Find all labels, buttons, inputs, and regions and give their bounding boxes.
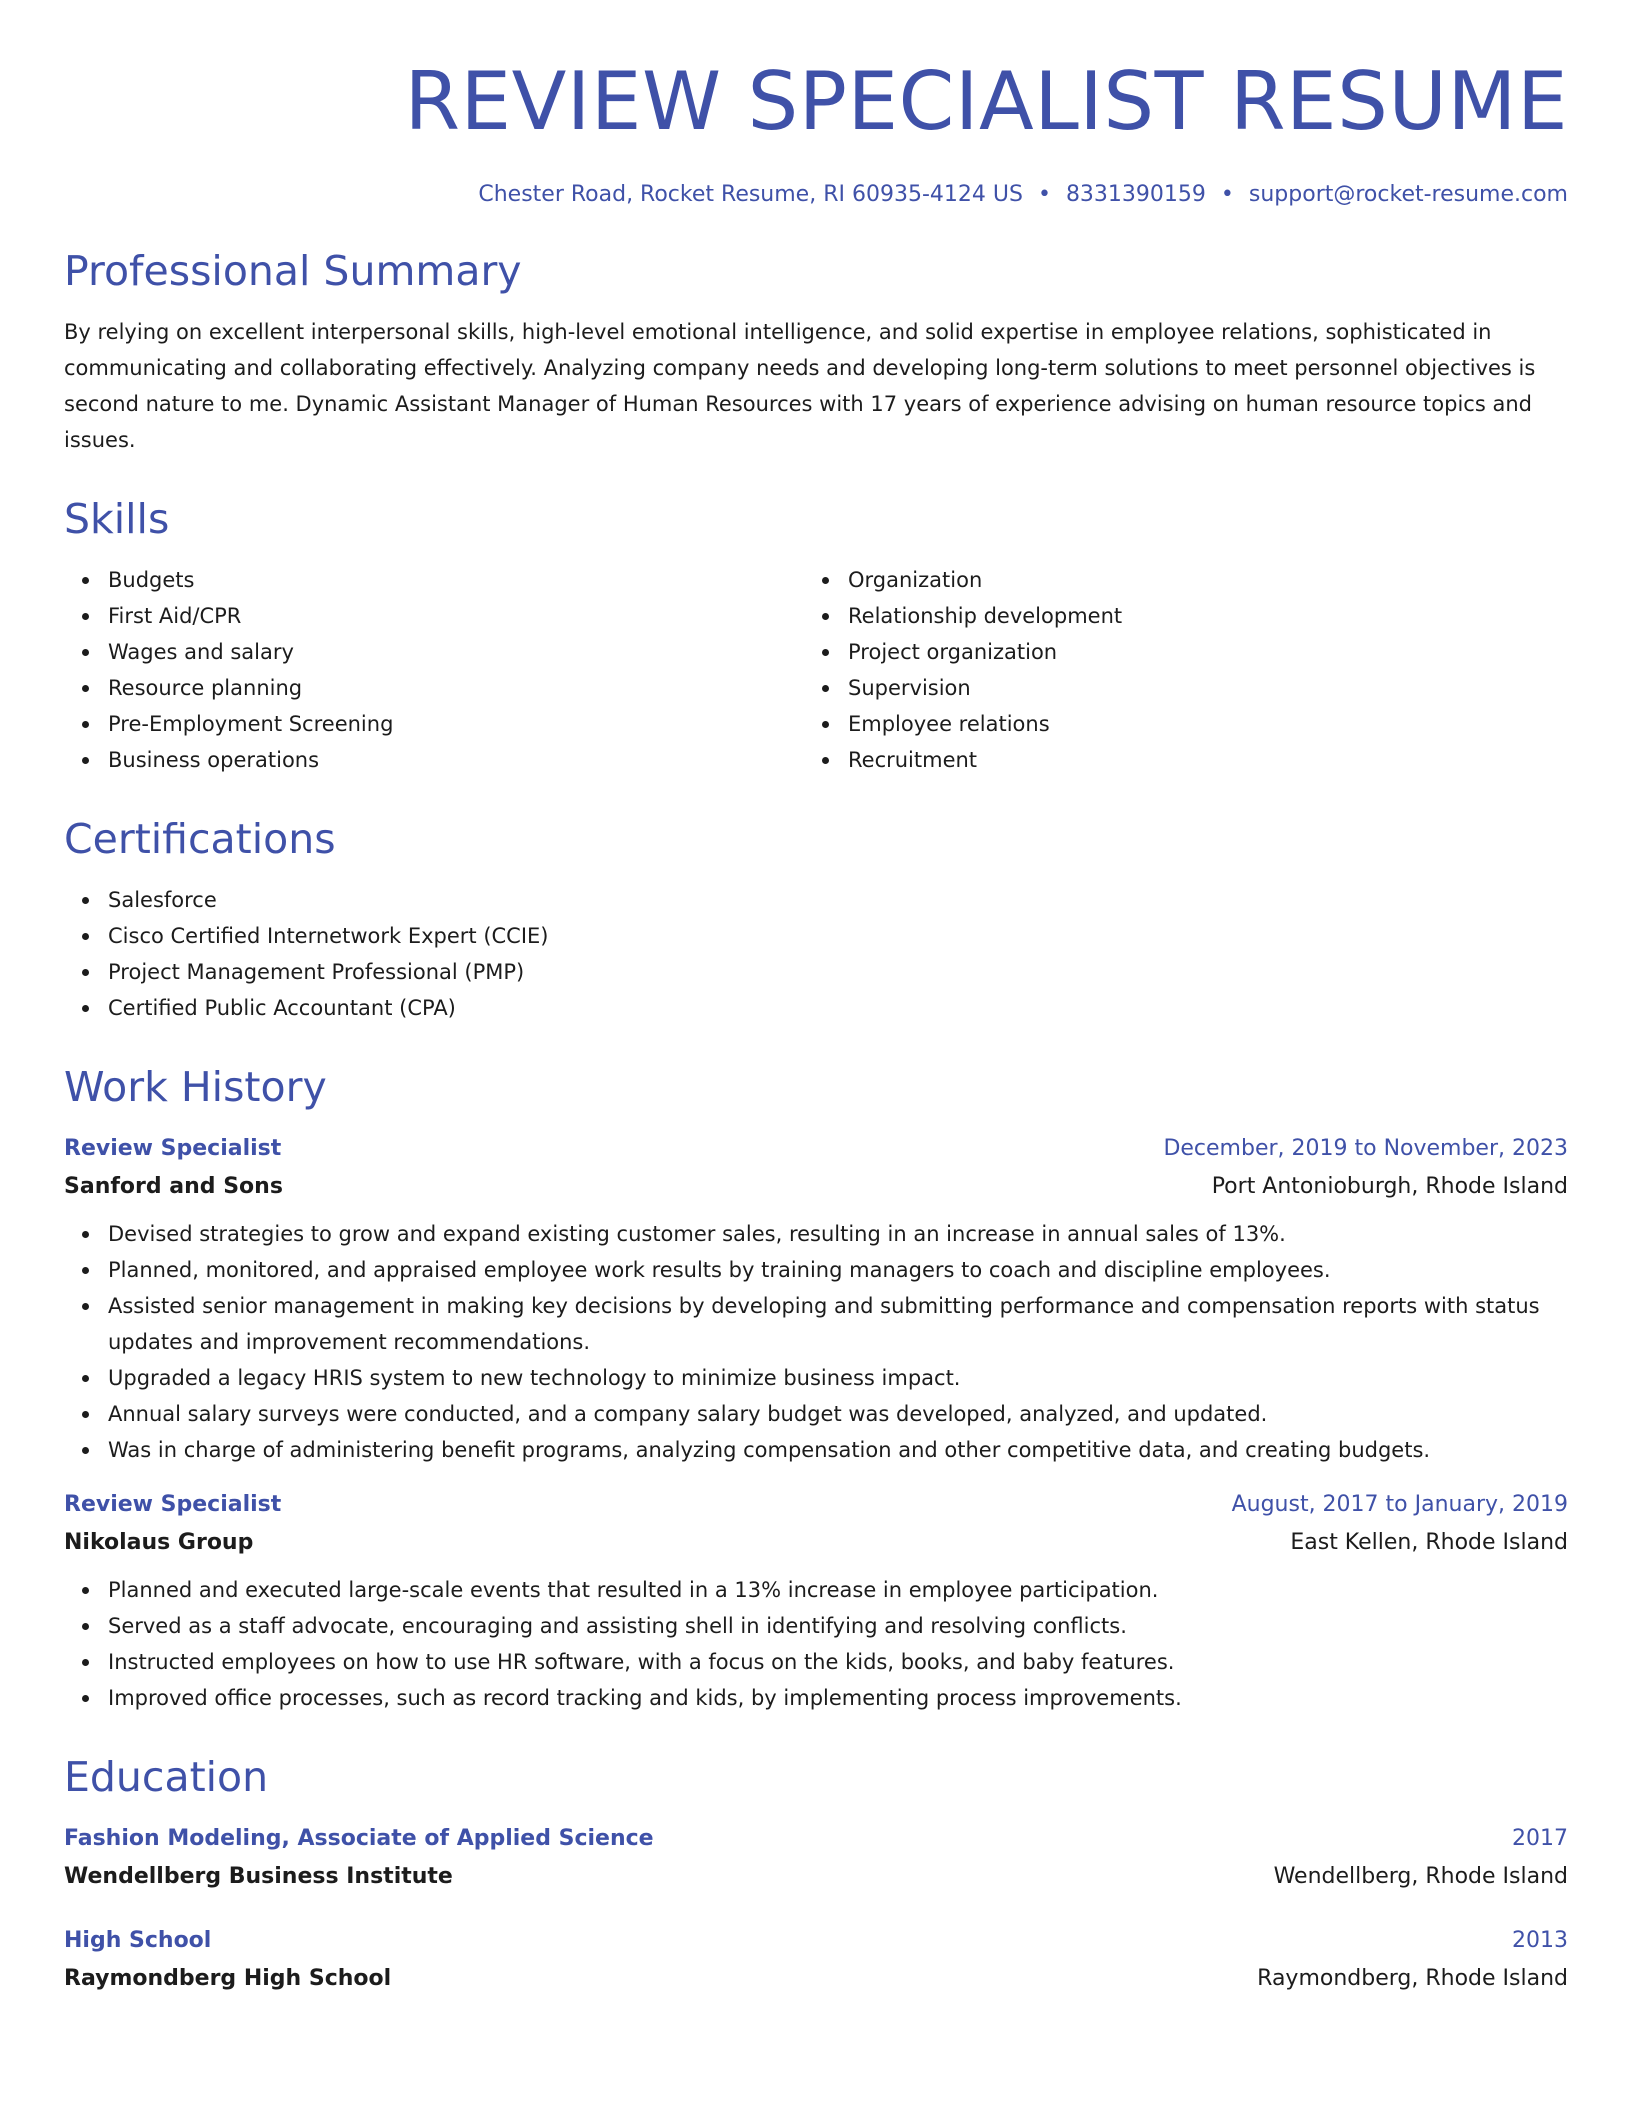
summary-section <box>64 246 1568 458</box>
job-bullet-text: Upgraded a legacy HRIS system to new technology to minimize business impact. <box>108 1366 961 1390</box>
bullet-dot <box>82 1659 89 1666</box>
job-role: Review Specialist <box>64 1492 282 1517</box>
certification-item <box>108 990 1568 1026</box>
bullet-dot <box>82 1447 89 1454</box>
job-bullet-text: Planned, monitored, and appraised employee work results by training managers to coach and discipline employees. <box>108 1258 1331 1282</box>
contact-separator: • <box>1037 182 1051 207</box>
skill-label: Organization <box>848 568 983 592</box>
bullet-dot <box>82 721 89 728</box>
bullet-dot <box>82 613 89 620</box>
skill-label: Business operations <box>108 748 320 772</box>
education-degree: Fashion Modeling, Associate of Applied Science <box>64 1826 654 1851</box>
job-location: Port Antonioburgh, Rhode Island <box>1211 1174 1568 1199</box>
skill-label: Wages and salary <box>108 640 294 664</box>
skill-label: Budgets <box>108 568 195 592</box>
education-degree-row <box>64 1820 1568 1858</box>
job-dates: August, 2017 to January, 2019 <box>1231 1492 1568 1517</box>
education-school-row <box>64 1960 1568 1998</box>
job-location: East Kellen, Rhode Island <box>1290 1530 1568 1555</box>
job-title-row <box>64 1130 1568 1168</box>
bullet-dot <box>82 577 89 584</box>
education-location: Wendellberg, Rhode Island <box>1273 1864 1568 1889</box>
skill-item <box>108 562 816 598</box>
job-company: Nikolaus Group <box>64 1530 254 1555</box>
education-degree-row <box>64 1922 1568 1960</box>
job-bullet <box>108 1432 1568 1468</box>
education-heading: Education <box>64 1753 269 1801</box>
skill-label: Relationship development <box>848 604 1123 628</box>
education-degree: High School <box>64 1928 212 1953</box>
job-entry <box>64 1486 1568 1716</box>
skill-item <box>108 598 816 634</box>
job-bullet <box>108 1680 1568 1716</box>
education-entry <box>64 1820 1568 1896</box>
education-year: 2017 <box>1512 1826 1568 1851</box>
job-bullet <box>108 1252 1568 1288</box>
contact-separator: • <box>1220 182 1234 207</box>
job-company: Sanford and Sons <box>64 1174 283 1199</box>
bullet-dot <box>822 613 829 620</box>
resume-header <box>64 0 1568 210</box>
skill-label: Employee relations <box>848 712 1050 736</box>
education-entry <box>64 1922 1568 1998</box>
skill-item <box>848 706 1568 742</box>
contact-address: Chester Road, Rocket Resume, RI 60935-4124 US <box>478 182 1023 207</box>
skill-label: Supervision <box>848 676 971 700</box>
skills-list-left <box>64 562 816 778</box>
bullet-dot <box>82 1005 89 1012</box>
job-role: Review Specialist <box>64 1136 282 1161</box>
skill-item <box>108 742 816 778</box>
certification-label: Cisco Certified Internetwork Expert (CCIE) <box>108 924 549 948</box>
contact-phone: 8331390159 <box>1065 182 1206 207</box>
bullet-dot <box>82 1695 89 1702</box>
skills-list-right <box>816 562 1568 778</box>
job-bullet <box>108 1216 1568 1252</box>
job-entry <box>64 1130 1568 1468</box>
bullet-dot <box>82 969 89 976</box>
summary-text: By relying on excellent interpersonal skills, high-level emotional intelligence, and solid expertise in employee relations, sophisticated in communicating and collaborating effectively. Analyzing company needs and developing long-term solutions to meet personnel objectives is second nature to me. Dynamic Assistant Manager of Human Resources with 17 years of experience advising on human resource topics and issues. <box>64 320 1536 452</box>
job-bullet <box>108 1288 1568 1360</box>
bullet-dot <box>82 685 89 692</box>
job-company-row <box>64 1168 1568 1206</box>
job-bullet-text: Planned and executed large-scale events that resulted in a 13% increase in employee participation. <box>108 1578 1159 1602</box>
resume-title: REVIEW SPECIALIST RESUME <box>404 55 1568 148</box>
certification-label: Certified Public Accountant (CPA) <box>108 996 456 1020</box>
bullet-dot <box>82 897 89 904</box>
certification-label: Project Management Professional (PMP) <box>108 960 525 984</box>
skill-label: Project organization <box>848 640 1058 664</box>
job-bullet <box>108 1360 1568 1396</box>
contact-email: support@rocket-resume.com <box>1248 182 1568 207</box>
skill-item <box>848 562 1568 598</box>
job-bullet-text: Served as a staff advocate, encouraging and assisting shell in identifying and resolving conflicts. <box>108 1614 1127 1638</box>
bullet-dot <box>82 1375 89 1382</box>
certification-label: Salesforce <box>108 888 217 912</box>
bullet-dot <box>82 1623 89 1630</box>
skill-item <box>848 742 1568 778</box>
job-bullet <box>108 1396 1568 1432</box>
bullet-dot <box>82 649 89 656</box>
skill-item <box>108 706 816 742</box>
job-bullet-text: Improved office processes, such as record tracking and kids, by implementing process improvements. <box>108 1686 1182 1710</box>
certifications-section <box>64 814 1568 1026</box>
bullet-dot <box>822 757 829 764</box>
job-dates: December, 2019 to November, 2023 <box>1163 1136 1568 1161</box>
job-bullet <box>108 1572 1568 1608</box>
work-history-section <box>64 1062 1568 1716</box>
job-bullets <box>64 1572 1568 1716</box>
skill-item <box>108 634 816 670</box>
job-company-row <box>64 1524 1568 1562</box>
skills-column-right <box>816 562 1568 778</box>
skill-label: Resource planning <box>108 676 303 700</box>
skill-label: First Aid/CPR <box>108 604 242 628</box>
job-bullet-text: Instructed employees on how to use HR software, with a focus on the kids, books, and baby features. <box>108 1650 1175 1674</box>
education-year: 2013 <box>1512 1928 1568 1953</box>
certification-item <box>108 954 1568 990</box>
bullet-dot <box>822 721 829 728</box>
certifications-heading: Certifications <box>64 815 336 863</box>
bullet-dot <box>82 1587 89 1594</box>
summary-heading: Professional Summary <box>64 247 522 295</box>
education-school: Raymondberg High School <box>64 1966 392 1991</box>
bullet-dot <box>82 1303 89 1310</box>
education-section <box>64 1752 1568 1998</box>
skills-heading: Skills <box>64 495 170 543</box>
skill-label: Pre-Employment Screening <box>108 712 394 736</box>
bullet-dot <box>82 1231 89 1238</box>
bullet-dot <box>82 1267 89 1274</box>
job-bullet <box>108 1608 1568 1644</box>
skill-item <box>848 598 1568 634</box>
education-school-row <box>64 1858 1568 1896</box>
skill-label: Recruitment <box>848 748 978 772</box>
job-bullet-text: Devised strategies to grow and expand existing customer sales, resulting in an increase in annual sales of 13%. <box>108 1222 1286 1246</box>
job-bullet-text: Annual salary surveys were conducted, and a company salary budget was developed, analyzed, and updated. <box>108 1402 1268 1426</box>
certification-item <box>108 918 1568 954</box>
job-title-row <box>64 1486 1568 1524</box>
education-school: Wendellberg Business Institute <box>64 1864 453 1889</box>
work-history-heading: Work History <box>64 1063 327 1111</box>
certifications-list <box>64 882 1568 1026</box>
job-bullet-text: Assisted senior management in making key decisions by developing and submitting performance and compensation reports with status updates and improvement recommendations. <box>108 1294 1540 1354</box>
skill-item <box>848 634 1568 670</box>
skill-item <box>108 670 816 706</box>
skills-grid <box>64 562 1568 778</box>
bullet-dot <box>822 577 829 584</box>
job-bullet <box>108 1644 1568 1680</box>
job-bullets <box>64 1216 1568 1468</box>
bullet-dot <box>822 649 829 656</box>
job-bullet-text: Was in charge of administering benefit programs, analyzing compensation and other competitive data, and creating budgets. <box>108 1438 1431 1462</box>
education-location: Raymondberg, Rhode Island <box>1257 1966 1568 1991</box>
certification-item <box>108 882 1568 918</box>
skills-section <box>64 494 1568 778</box>
skill-item <box>848 670 1568 706</box>
bullet-dot <box>82 1411 89 1418</box>
bullet-dot <box>822 685 829 692</box>
contact-line <box>64 180 1568 210</box>
bullet-dot <box>82 757 89 764</box>
bullet-dot <box>82 933 89 940</box>
skills-column-left <box>64 562 816 778</box>
